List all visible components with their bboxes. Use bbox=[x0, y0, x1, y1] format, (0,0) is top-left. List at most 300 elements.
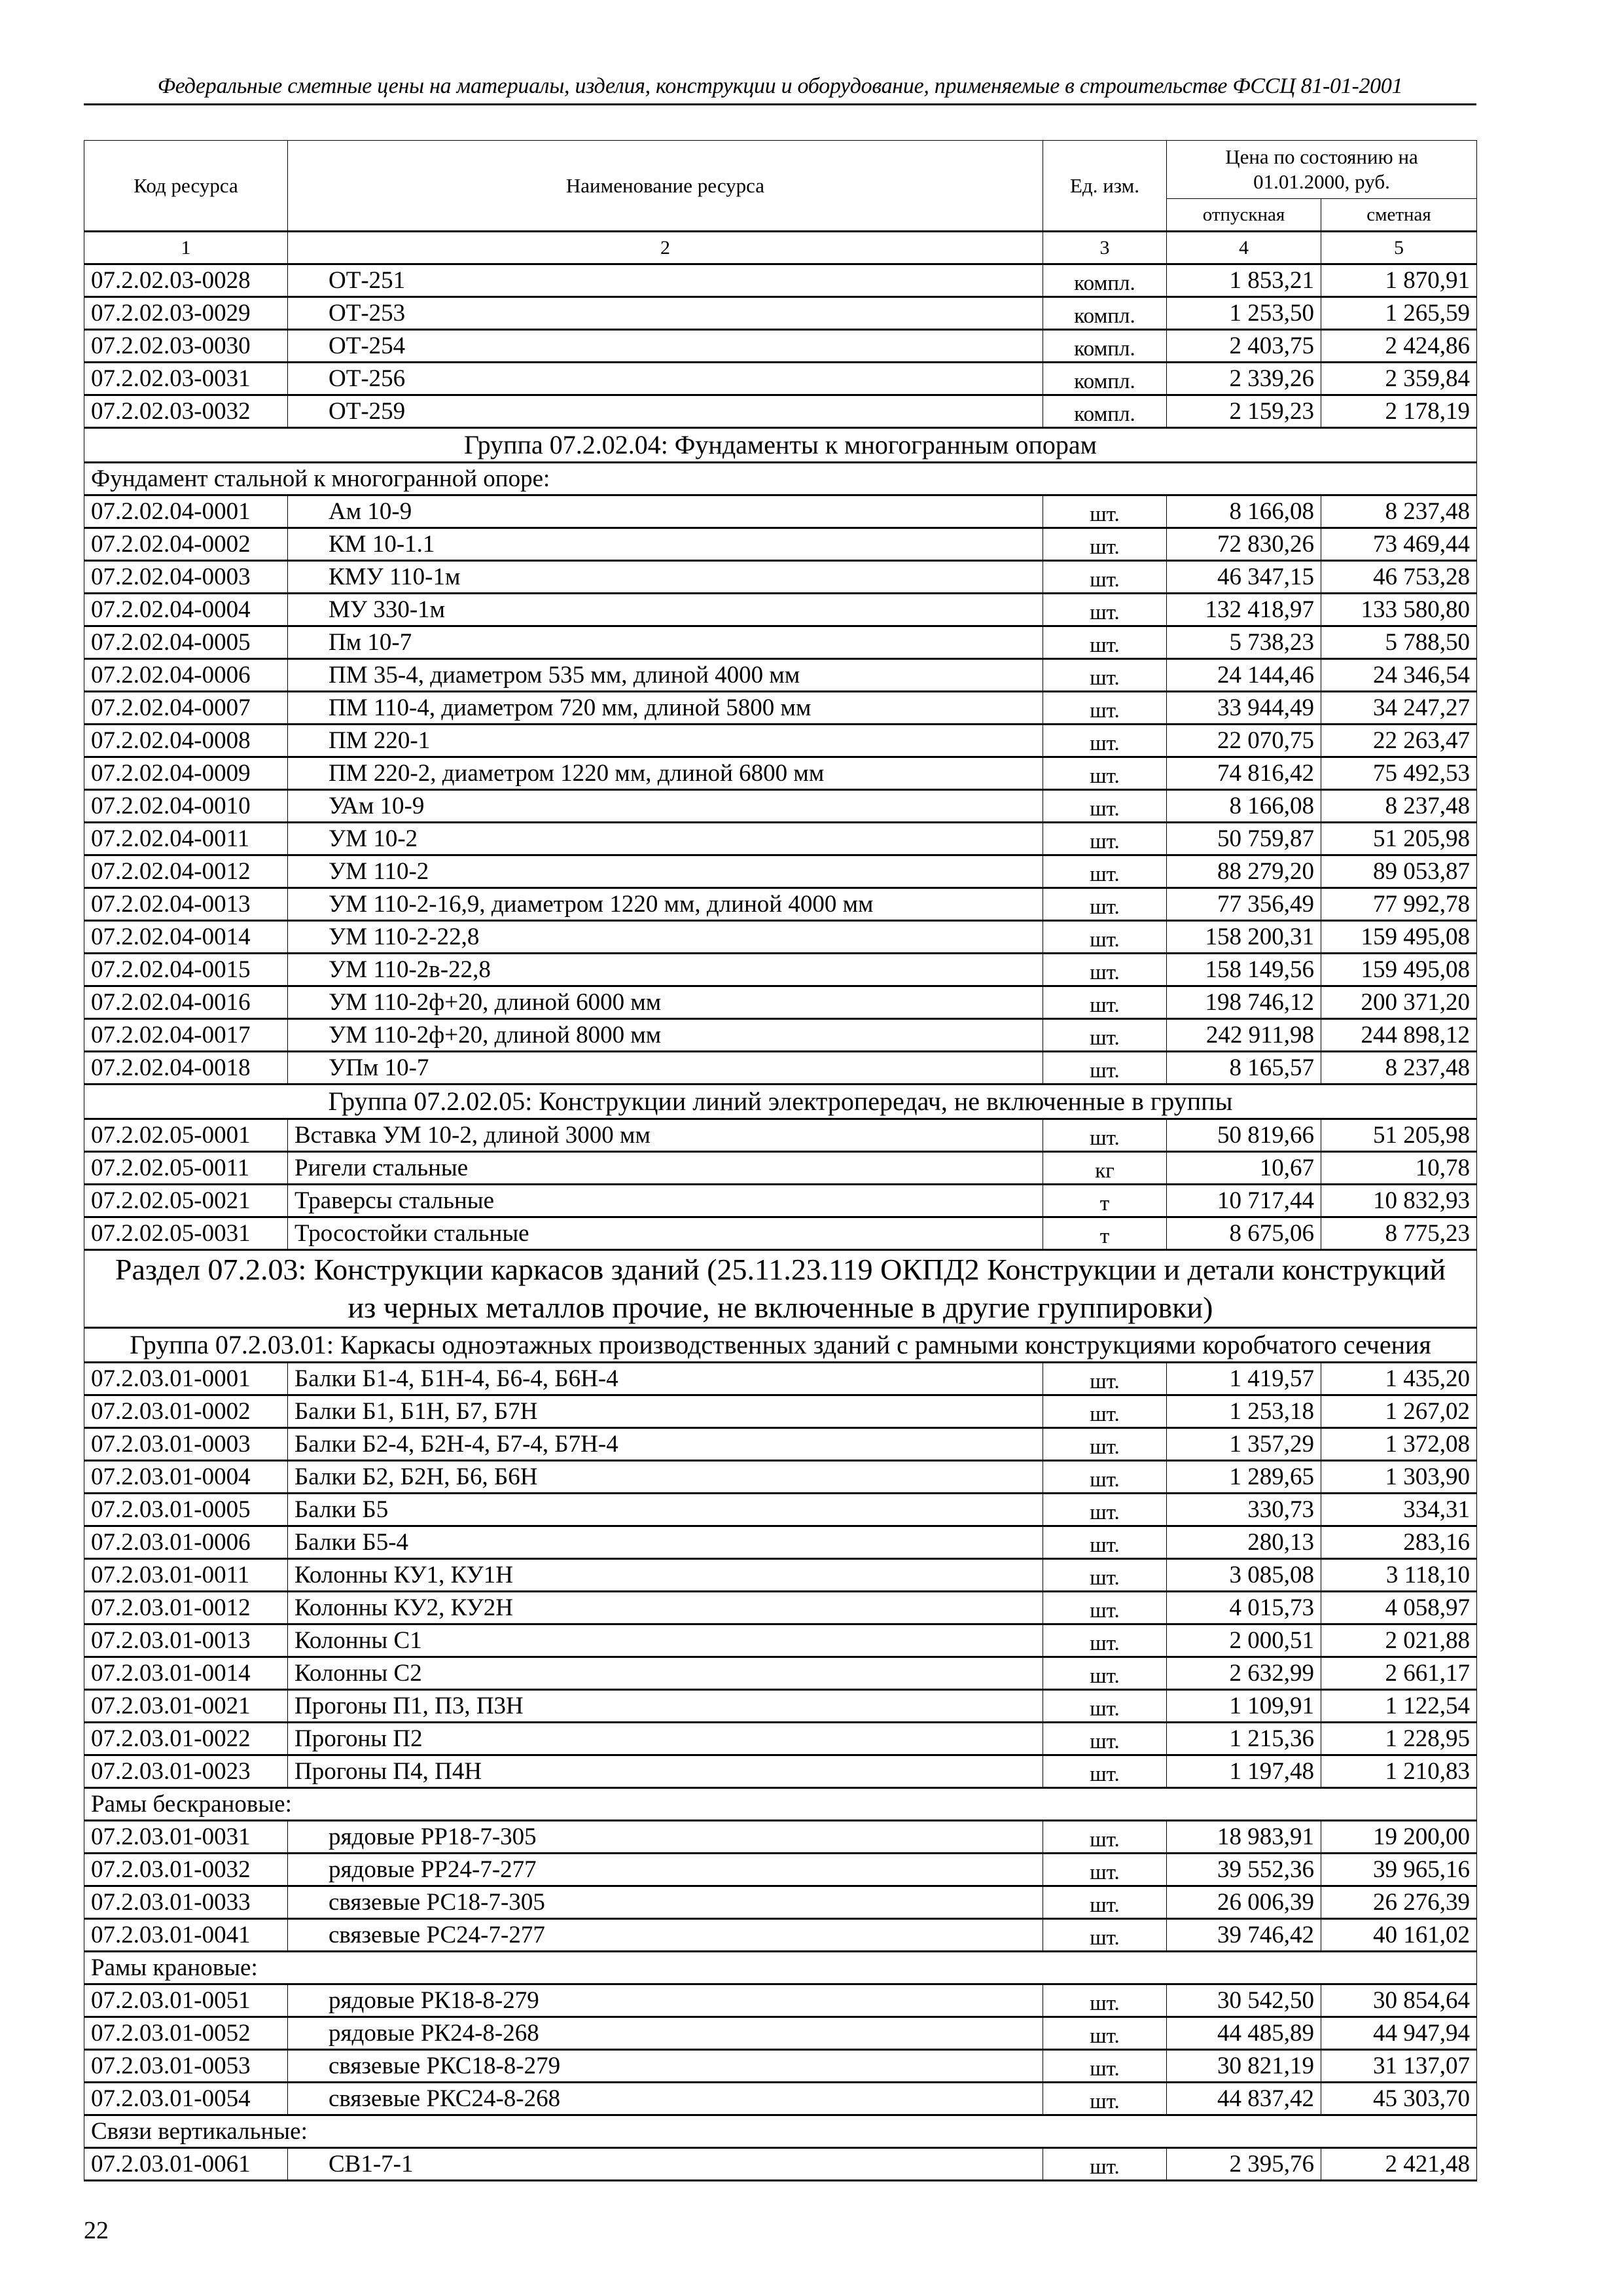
section-title: Раздел 07.2.03: Конструкции каркасов зданий (25.11.23.119 ОКПД2 Конструкции и детали конструкций из черных металлов прочие, не включенные в другие группировки) bbox=[84, 1250, 1477, 1328]
price-release: 242 911,98 bbox=[1167, 1019, 1321, 1052]
table-row bbox=[84, 855, 1477, 888]
price-release: 88 279,20 bbox=[1167, 855, 1321, 888]
price-estimate: 24 346,54 bbox=[1321, 659, 1477, 692]
table-row bbox=[84, 1152, 1477, 1185]
resource-name: Балки Б2-4, Б2Н-4, Б7-4, Б7Н-4 bbox=[288, 1428, 1043, 1461]
unit-of-measure: шт. bbox=[1043, 659, 1167, 692]
unit-of-measure: шт. bbox=[1043, 561, 1167, 594]
price-release: 8 166,08 bbox=[1167, 790, 1321, 823]
resource-name: рядовые РК18-8-279 bbox=[288, 1984, 1043, 2017]
price-release: 1 419,57 bbox=[1167, 1363, 1321, 1395]
resource-name: Балки Б1, Б1Н, Б7, Б7Н bbox=[288, 1395, 1043, 1428]
resource-name: КМУ 110-1м bbox=[288, 561, 1043, 594]
column-number: 5 bbox=[1321, 232, 1477, 264]
group-title: Группа 07.2.03.01: Каркасы одноэтажных производственных зданий с рамными конструкциями коробчатого сечения bbox=[84, 1328, 1477, 1363]
resource-code: 07.2.03.01-0012 bbox=[84, 1592, 288, 1624]
resource-code: 07.2.02.04-0009 bbox=[84, 757, 288, 790]
table-row bbox=[84, 1428, 1477, 1461]
header-price-estimate: сметная bbox=[1321, 199, 1477, 232]
table-row bbox=[84, 297, 1477, 330]
group-row bbox=[84, 428, 1477, 463]
table-row bbox=[84, 1559, 1477, 1592]
unit-of-measure: шт. bbox=[1043, 1919, 1167, 1952]
unit-of-measure: шт. bbox=[1043, 2083, 1167, 2115]
resource-code: 07.2.03.01-0051 bbox=[84, 1984, 288, 2017]
price-estimate: 77 992,78 bbox=[1321, 888, 1477, 921]
resource-name: связевые РС18-7-305 bbox=[288, 1886, 1043, 1919]
header-price-release: отпускная bbox=[1167, 199, 1321, 232]
table-row bbox=[84, 395, 1477, 428]
price-release: 26 006,39 bbox=[1167, 1886, 1321, 1919]
subheading-row bbox=[84, 463, 1477, 495]
resource-code: 07.2.02.05-0021 bbox=[84, 1185, 288, 1217]
resource-code: 07.2.02.04-0016 bbox=[84, 986, 288, 1019]
unit-of-measure: шт. bbox=[1043, 692, 1167, 725]
price-release: 10,67 bbox=[1167, 1152, 1321, 1185]
price-release: 1 289,65 bbox=[1167, 1461, 1321, 1494]
price-release: 158 200,31 bbox=[1167, 921, 1321, 954]
table-row bbox=[84, 495, 1477, 528]
table-row bbox=[84, 757, 1477, 790]
resource-code: 07.2.02.04-0012 bbox=[84, 855, 288, 888]
unit-of-measure: шт. bbox=[1043, 823, 1167, 855]
price-release: 2 339,26 bbox=[1167, 363, 1321, 395]
subheading-title: Связи вертикальные: bbox=[84, 2115, 1477, 2148]
unit-of-measure: шт. bbox=[1043, 1755, 1167, 1788]
resource-code: 07.2.03.01-0023 bbox=[84, 1755, 288, 1788]
subheading-row bbox=[84, 1788, 1477, 1821]
price-estimate: 45 303,70 bbox=[1321, 2083, 1477, 2115]
column-number: 4 bbox=[1167, 232, 1321, 264]
resource-code: 07.2.03.01-0002 bbox=[84, 1395, 288, 1428]
subheading-title: Фундамент стальной к многогранной опоре: bbox=[84, 463, 1477, 495]
price-release: 77 356,49 bbox=[1167, 888, 1321, 921]
price-release: 1 197,48 bbox=[1167, 1755, 1321, 1788]
unit-of-measure: компл. bbox=[1043, 363, 1167, 395]
price-estimate: 40 161,02 bbox=[1321, 1919, 1477, 1952]
resource-code: 07.2.02.04-0001 bbox=[84, 495, 288, 528]
price-release: 39 552,36 bbox=[1167, 1854, 1321, 1886]
price-estimate: 4 058,97 bbox=[1321, 1592, 1477, 1624]
resource-name: ПМ 220-2, диаметром 1220 мм, длиной 6800 мм bbox=[288, 757, 1043, 790]
header-rule bbox=[84, 103, 1476, 105]
resource-name: ОТ-254 bbox=[288, 330, 1043, 363]
resource-code: 07.2.02.04-0013 bbox=[84, 888, 288, 921]
price-estimate: 2 021,88 bbox=[1321, 1624, 1477, 1657]
table-row bbox=[84, 1886, 1477, 1919]
unit-of-measure: шт. bbox=[1043, 594, 1167, 626]
unit-of-measure: шт. bbox=[1043, 2017, 1167, 2050]
table-row bbox=[84, 823, 1477, 855]
resource-name: Колонны С1 bbox=[288, 1624, 1043, 1657]
unit-of-measure: компл. bbox=[1043, 297, 1167, 330]
running-header: Федеральные сметные цены на материалы, изделия, конструкции и оборудование, применяемые в строительстве ФССЦ 81-01-2001 bbox=[157, 74, 1403, 98]
unit-of-measure: шт. bbox=[1043, 1723, 1167, 1755]
unit-of-measure: шт. bbox=[1043, 725, 1167, 757]
unit-of-measure: т bbox=[1043, 1217, 1167, 1250]
price-release: 8 166,08 bbox=[1167, 495, 1321, 528]
unit-of-measure: шт. bbox=[1043, 1494, 1167, 1526]
table-row bbox=[84, 528, 1477, 561]
resource-name: Балки Б1-4, Б1Н-4, Б6-4, Б6Н-4 bbox=[288, 1363, 1043, 1395]
unit-of-measure: шт. bbox=[1043, 1559, 1167, 1592]
table-row bbox=[84, 594, 1477, 626]
resource-code: 07.2.03.01-0005 bbox=[84, 1494, 288, 1526]
resource-name: МУ 330-1м bbox=[288, 594, 1043, 626]
unit-of-measure: шт. bbox=[1043, 1886, 1167, 1919]
table-row bbox=[84, 1821, 1477, 1854]
price-release: 1 253,50 bbox=[1167, 297, 1321, 330]
resource-name: Прогоны П2 bbox=[288, 1723, 1043, 1755]
subheading-row bbox=[84, 1952, 1477, 1984]
resource-name: ПМ 220-1 bbox=[288, 725, 1043, 757]
price-estimate: 159 495,08 bbox=[1321, 954, 1477, 986]
resource-code: 07.2.02.04-0007 bbox=[84, 692, 288, 725]
price-estimate: 8 775,23 bbox=[1321, 1217, 1477, 1250]
price-estimate: 44 947,94 bbox=[1321, 2017, 1477, 2050]
price-release: 5 738,23 bbox=[1167, 626, 1321, 659]
price-estimate: 22 263,47 bbox=[1321, 725, 1477, 757]
resource-code: 07.2.03.01-0053 bbox=[84, 2050, 288, 2083]
resource-name: ОТ-256 bbox=[288, 363, 1043, 395]
unit-of-measure: шт. bbox=[1043, 1119, 1167, 1152]
price-release: 198 746,12 bbox=[1167, 986, 1321, 1019]
price-release: 74 816,42 bbox=[1167, 757, 1321, 790]
resource-name: Траверсы стальные bbox=[288, 1185, 1043, 1217]
price-release: 1 357,29 bbox=[1167, 1428, 1321, 1461]
unit-of-measure: шт. bbox=[1043, 1690, 1167, 1723]
section-row bbox=[84, 1250, 1477, 1328]
price-release: 72 830,26 bbox=[1167, 528, 1321, 561]
price-estimate: 159 495,08 bbox=[1321, 921, 1477, 954]
table-row bbox=[84, 1919, 1477, 1952]
price-release: 1 853,21 bbox=[1167, 264, 1321, 297]
price-release: 2 395,76 bbox=[1167, 2148, 1321, 2181]
subheading-title: Рамы крановые: bbox=[84, 1952, 1477, 1984]
unit-of-measure: шт. bbox=[1043, 2050, 1167, 2083]
price-estimate: 1 267,02 bbox=[1321, 1395, 1477, 1428]
table-row bbox=[84, 1755, 1477, 1788]
resource-name: Тросостойки стальные bbox=[288, 1217, 1043, 1250]
table-row bbox=[84, 1526, 1477, 1559]
price-estimate: 89 053,87 bbox=[1321, 855, 1477, 888]
unit-of-measure: шт. bbox=[1043, 528, 1167, 561]
table-row bbox=[84, 1854, 1477, 1886]
price-estimate: 2 359,84 bbox=[1321, 363, 1477, 395]
unit-of-measure: компл. bbox=[1043, 264, 1167, 297]
table-header bbox=[84, 141, 1477, 264]
resource-code: 07.2.03.01-0011 bbox=[84, 1559, 288, 1592]
resource-name: УМ 110-2в-22,8 bbox=[288, 954, 1043, 986]
price-estimate: 34 247,27 bbox=[1321, 692, 1477, 725]
resource-name: Прогоны П4, П4Н bbox=[288, 1755, 1043, 1788]
resource-name: Пм 10-7 bbox=[288, 626, 1043, 659]
price-estimate: 51 205,98 bbox=[1321, 1119, 1477, 1152]
resource-code: 07.2.02.03-0031 bbox=[84, 363, 288, 395]
resource-code: 07.2.03.01-0006 bbox=[84, 1526, 288, 1559]
resource-code: 07.2.03.01-0032 bbox=[84, 1854, 288, 1886]
table-row bbox=[84, 1052, 1477, 1085]
price-release: 50 759,87 bbox=[1167, 823, 1321, 855]
resource-name: Ригели стальные bbox=[288, 1152, 1043, 1185]
price-estimate: 46 753,28 bbox=[1321, 561, 1477, 594]
resource-code: 07.2.02.03-0028 bbox=[84, 264, 288, 297]
price-release: 46 347,15 bbox=[1167, 561, 1321, 594]
unit-of-measure: шт. bbox=[1043, 1624, 1167, 1657]
group-row bbox=[84, 1085, 1477, 1119]
price-release: 10 717,44 bbox=[1167, 1185, 1321, 1217]
header-name: Наименование ресурса bbox=[288, 141, 1043, 232]
price-estimate: 1 228,95 bbox=[1321, 1723, 1477, 1755]
resource-code: 07.2.02.03-0029 bbox=[84, 297, 288, 330]
unit-of-measure: шт. bbox=[1043, 2148, 1167, 2181]
price-estimate: 73 469,44 bbox=[1321, 528, 1477, 561]
table-row bbox=[84, 264, 1477, 297]
header-code: Код ресурса bbox=[84, 141, 288, 232]
unit-of-measure: шт. bbox=[1043, 921, 1167, 954]
group-title: Группа 07.2.02.04: Фундаменты к многогранным опорам bbox=[84, 428, 1477, 463]
resource-name: связевые РКС24-8-268 bbox=[288, 2083, 1043, 2115]
price-estimate: 2 421,48 bbox=[1321, 2148, 1477, 2181]
table-row bbox=[84, 1494, 1477, 1526]
price-estimate: 1 870,91 bbox=[1321, 264, 1477, 297]
resource-code: 07.2.02.04-0005 bbox=[84, 626, 288, 659]
resource-name: рядовые РР24-7-277 bbox=[288, 1854, 1043, 1886]
price-estimate: 10,78 bbox=[1321, 1152, 1477, 1185]
price-release: 33 944,49 bbox=[1167, 692, 1321, 725]
price-estimate: 2 178,19 bbox=[1321, 395, 1477, 428]
resource-name: КМ 10-1.1 bbox=[288, 528, 1043, 561]
resource-code: 07.2.02.05-0001 bbox=[84, 1119, 288, 1152]
unit-of-measure: шт. bbox=[1043, 1428, 1167, 1461]
table-row bbox=[84, 1657, 1477, 1690]
unit-of-measure: шт. bbox=[1043, 790, 1167, 823]
resource-name: ОТ-251 bbox=[288, 264, 1043, 297]
price-release: 50 819,66 bbox=[1167, 1119, 1321, 1152]
resource-code: 07.2.02.04-0018 bbox=[84, 1052, 288, 1085]
resource-name: УАм 10-9 bbox=[288, 790, 1043, 823]
price-release: 44 485,89 bbox=[1167, 2017, 1321, 2050]
price-release: 280,13 bbox=[1167, 1526, 1321, 1559]
table-row bbox=[84, 2148, 1477, 2181]
resource-code: 07.2.02.04-0010 bbox=[84, 790, 288, 823]
unit-of-measure: кг bbox=[1043, 1152, 1167, 1185]
resource-name: Балки Б2, Б2Н, Б6, Б6Н bbox=[288, 1461, 1043, 1494]
unit-of-measure: шт. bbox=[1043, 1984, 1167, 2017]
resource-code: 07.2.02.04-0017 bbox=[84, 1019, 288, 1052]
resource-code: 07.2.02.04-0006 bbox=[84, 659, 288, 692]
resource-code: 07.2.03.01-0054 bbox=[84, 2083, 288, 2115]
resource-name: Балки Б5-4 bbox=[288, 1526, 1043, 1559]
price-release: 2 632,99 bbox=[1167, 1657, 1321, 1690]
unit-of-measure: шт. bbox=[1043, 1592, 1167, 1624]
price-release: 1 215,36 bbox=[1167, 1723, 1321, 1755]
unit-of-measure: шт. bbox=[1043, 888, 1167, 921]
price-estimate: 2 424,86 bbox=[1321, 330, 1477, 363]
unit-of-measure: шт. bbox=[1043, 757, 1167, 790]
price-estimate: 30 854,64 bbox=[1321, 1984, 1477, 2017]
table-body bbox=[84, 264, 1477, 2181]
price-estimate: 283,16 bbox=[1321, 1526, 1477, 1559]
resource-name: Вставка УМ 10-2, длиной 3000 мм bbox=[288, 1119, 1043, 1152]
price-estimate: 200 371,20 bbox=[1321, 986, 1477, 1019]
subheading-row bbox=[84, 2115, 1477, 2148]
price-estimate: 8 237,48 bbox=[1321, 790, 1477, 823]
resource-code: 07.2.02.04-0002 bbox=[84, 528, 288, 561]
resource-code: 07.2.03.01-0013 bbox=[84, 1624, 288, 1657]
header-unit: Ед. изм. bbox=[1043, 141, 1167, 232]
price-release: 24 144,46 bbox=[1167, 659, 1321, 692]
price-release: 3 085,08 bbox=[1167, 1559, 1321, 1592]
table-row bbox=[84, 1984, 1477, 2017]
price-estimate: 133 580,80 bbox=[1321, 594, 1477, 626]
resource-name: УМ 110-2ф+20, длиной 6000 мм bbox=[288, 986, 1043, 1019]
price-estimate: 1 435,20 bbox=[1321, 1363, 1477, 1395]
table-row bbox=[84, 363, 1477, 395]
table-row bbox=[84, 1119, 1477, 1152]
price-release: 44 837,42 bbox=[1167, 2083, 1321, 2115]
resource-name: связевые РКС18-8-279 bbox=[288, 2050, 1043, 2083]
unit-of-measure: шт. bbox=[1043, 626, 1167, 659]
price-release: 18 983,91 bbox=[1167, 1821, 1321, 1854]
price-estimate: 334,31 bbox=[1321, 1494, 1477, 1526]
resource-code: 07.2.02.03-0030 bbox=[84, 330, 288, 363]
price-release: 2 159,23 bbox=[1167, 395, 1321, 428]
table-row bbox=[84, 659, 1477, 692]
price-release: 30 542,50 bbox=[1167, 1984, 1321, 2017]
price-release: 22 070,75 bbox=[1167, 725, 1321, 757]
resource-name: ОТ-259 bbox=[288, 395, 1043, 428]
price-release: 4 015,73 bbox=[1167, 1592, 1321, 1624]
unit-of-measure: шт. bbox=[1043, 855, 1167, 888]
resource-code: 07.2.02.03-0032 bbox=[84, 395, 288, 428]
price-estimate: 39 965,16 bbox=[1321, 1854, 1477, 1886]
price-release: 8 675,06 bbox=[1167, 1217, 1321, 1250]
price-estimate: 1 210,83 bbox=[1321, 1755, 1477, 1788]
table-row bbox=[84, 954, 1477, 986]
price-estimate: 3 118,10 bbox=[1321, 1559, 1477, 1592]
price-estimate: 8 237,48 bbox=[1321, 1052, 1477, 1085]
unit-of-measure: шт. bbox=[1043, 1526, 1167, 1559]
resource-code: 07.2.03.01-0052 bbox=[84, 2017, 288, 2050]
price-estimate: 5 788,50 bbox=[1321, 626, 1477, 659]
resource-code: 07.2.03.01-0001 bbox=[84, 1363, 288, 1395]
unit-of-measure: компл. bbox=[1043, 395, 1167, 428]
price-estimate: 10 832,93 bbox=[1321, 1185, 1477, 1217]
table-row bbox=[84, 1185, 1477, 1217]
price-table bbox=[84, 140, 1477, 2181]
table-row bbox=[84, 1019, 1477, 1052]
price-release: 8 165,57 bbox=[1167, 1052, 1321, 1085]
price-estimate: 2 661,17 bbox=[1321, 1657, 1477, 1690]
resource-name: УМ 10-2 bbox=[288, 823, 1043, 855]
unit-of-measure: шт. bbox=[1043, 1657, 1167, 1690]
resource-name: ОТ-253 bbox=[288, 297, 1043, 330]
price-release: 1 109,91 bbox=[1167, 1690, 1321, 1723]
table-row bbox=[84, 921, 1477, 954]
table-row bbox=[84, 1461, 1477, 1494]
price-release: 132 418,97 bbox=[1167, 594, 1321, 626]
resource-code: 07.2.02.04-0015 bbox=[84, 954, 288, 986]
resource-name: ПМ 35-4, диаметром 535 мм, длиной 4000 мм bbox=[288, 659, 1043, 692]
header-price-group: Цена по состоянию на 01.01.2000, руб. bbox=[1167, 141, 1477, 199]
price-estimate: 31 137,07 bbox=[1321, 2050, 1477, 2083]
table-row bbox=[84, 888, 1477, 921]
resource-name: рядовые РР18-7-305 bbox=[288, 1821, 1043, 1854]
resource-code: 07.2.02.05-0011 bbox=[84, 1152, 288, 1185]
resource-name: ПМ 110-4, диаметром 720 мм, длиной 5800 мм bbox=[288, 692, 1043, 725]
price-release: 158 149,56 bbox=[1167, 954, 1321, 986]
resource-code: 07.2.02.04-0008 bbox=[84, 725, 288, 757]
column-number: 3 bbox=[1043, 232, 1167, 264]
resource-code: 07.2.03.01-0061 bbox=[84, 2148, 288, 2181]
column-number: 1 bbox=[84, 232, 288, 264]
price-release: 39 746,42 bbox=[1167, 1919, 1321, 1952]
unit-of-measure: т bbox=[1043, 1185, 1167, 1217]
table-row bbox=[84, 2050, 1477, 2083]
unit-of-measure: компл. bbox=[1043, 330, 1167, 363]
unit-of-measure: шт. bbox=[1043, 1854, 1167, 1886]
unit-of-measure: шт. bbox=[1043, 1363, 1167, 1395]
table-row bbox=[84, 1723, 1477, 1755]
price-estimate: 8 237,48 bbox=[1321, 495, 1477, 528]
table-row bbox=[84, 1690, 1477, 1723]
price-estimate: 26 276,39 bbox=[1321, 1886, 1477, 1919]
resource-name: УМ 110-2-16,9, диаметром 1220 мм, длиной 4000 мм bbox=[288, 888, 1043, 921]
resource-code: 07.2.03.01-0031 bbox=[84, 1821, 288, 1854]
resource-name: СВ1-7-1 bbox=[288, 2148, 1043, 2181]
resource-name: УМ 110-2-22,8 bbox=[288, 921, 1043, 954]
resource-code: 07.2.03.01-0033 bbox=[84, 1886, 288, 1919]
resource-code: 07.2.02.04-0014 bbox=[84, 921, 288, 954]
price-estimate: 1 303,90 bbox=[1321, 1461, 1477, 1494]
price-estimate: 1 122,54 bbox=[1321, 1690, 1477, 1723]
unit-of-measure: шт. bbox=[1043, 1821, 1167, 1854]
price-estimate: 1 372,08 bbox=[1321, 1428, 1477, 1461]
resource-name: Ам 10-9 bbox=[288, 495, 1043, 528]
table-row bbox=[84, 2017, 1477, 2050]
resource-code: 07.2.02.04-0004 bbox=[84, 594, 288, 626]
price-release: 2 000,51 bbox=[1167, 1624, 1321, 1657]
unit-of-measure: шт. bbox=[1043, 1019, 1167, 1052]
resource-name: Колонны КУ2, КУ2Н bbox=[288, 1592, 1043, 1624]
unit-of-measure: шт. bbox=[1043, 1052, 1167, 1085]
resource-code: 07.2.03.01-0021 bbox=[84, 1690, 288, 1723]
price-release: 2 403,75 bbox=[1167, 330, 1321, 363]
price-release: 30 821,19 bbox=[1167, 2050, 1321, 2083]
resource-code: 07.2.02.04-0003 bbox=[84, 561, 288, 594]
unit-of-measure: шт. bbox=[1043, 495, 1167, 528]
price-estimate: 1 265,59 bbox=[1321, 297, 1477, 330]
table-row bbox=[84, 1217, 1477, 1250]
unit-of-measure: шт. bbox=[1043, 1395, 1167, 1428]
resource-name: Колонны С2 bbox=[288, 1657, 1043, 1690]
price-estimate: 244 898,12 bbox=[1321, 1019, 1477, 1052]
resource-name: связевые РС24-7-277 bbox=[288, 1919, 1043, 1952]
price-estimate: 19 200,00 bbox=[1321, 1821, 1477, 1854]
table-row bbox=[84, 330, 1477, 363]
resource-name: Колонны КУ1, КУ1Н bbox=[288, 1559, 1043, 1592]
resource-code: 07.2.03.01-0003 bbox=[84, 1428, 288, 1461]
subheading-title: Рамы бескрановые: bbox=[84, 1788, 1477, 1821]
price-estimate: 51 205,98 bbox=[1321, 823, 1477, 855]
table-row bbox=[84, 1624, 1477, 1657]
resource-code: 07.2.02.04-0011 bbox=[84, 823, 288, 855]
price-release: 1 253,18 bbox=[1167, 1395, 1321, 1428]
resource-code: 07.2.03.01-0004 bbox=[84, 1461, 288, 1494]
price-estimate: 75 492,53 bbox=[1321, 757, 1477, 790]
table-row bbox=[84, 561, 1477, 594]
